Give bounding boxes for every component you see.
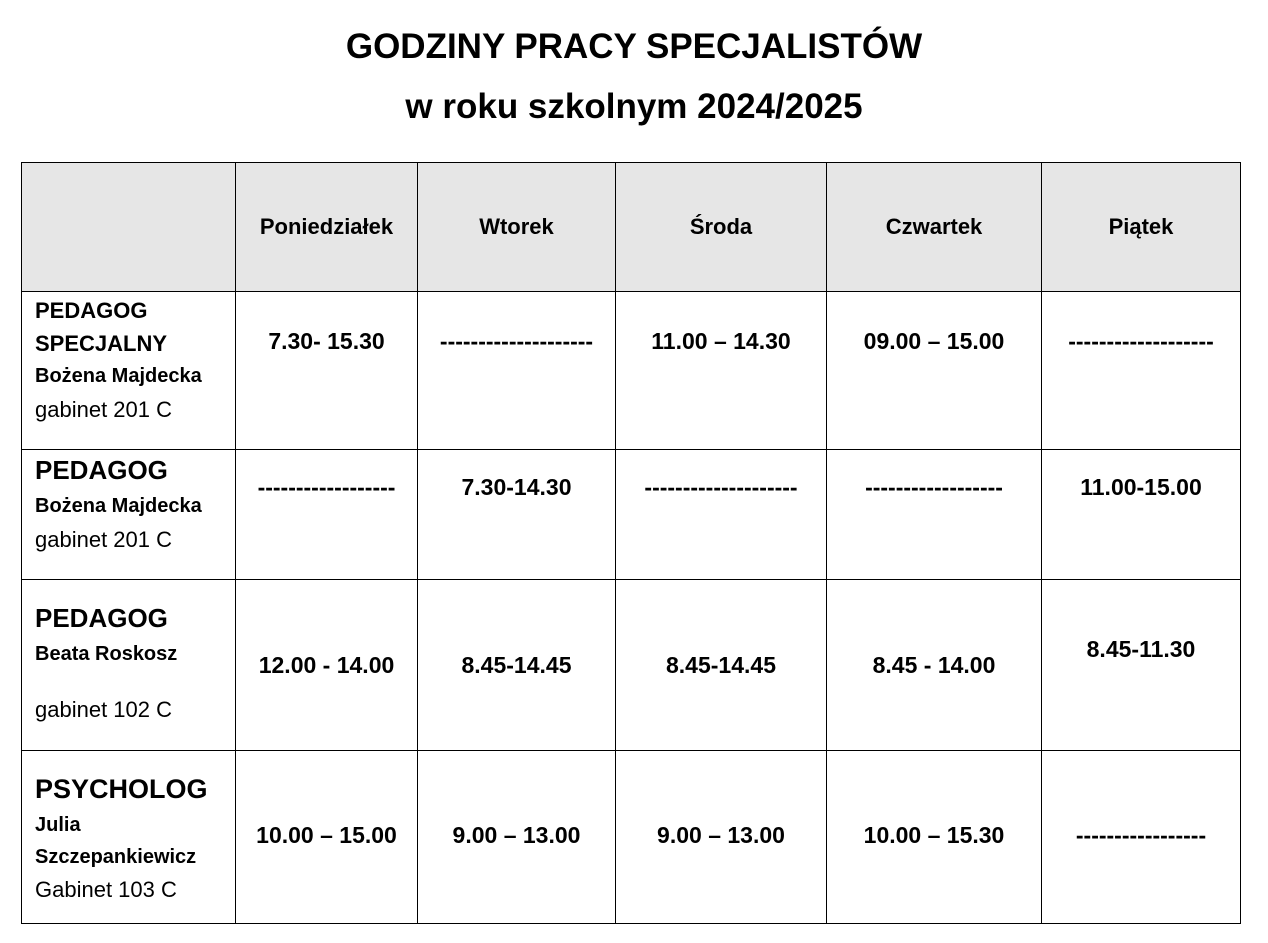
specialist-name: Beata Roskosz [35,643,178,665]
hours-friday: 11.00-15.00 [1042,450,1241,580]
hours-monday: 10.00 – 15.00 [236,751,418,924]
table-row [22,292,1241,450]
hours-thursday: 10.00 – 15.30 [827,751,1042,924]
hours-wednesday: -------------------- [616,450,827,580]
header-thursday: Czwartek [827,163,1042,292]
hours-tuesday: 9.00 – 13.00 [418,751,616,924]
specialist-room: gabinet 201 C [35,397,172,422]
table-header-row [22,163,1241,292]
table-row [22,751,1241,924]
hours-tuesday: -------------------- [418,292,616,450]
page-title: GODZINY PRACY SPECJALISTÓW [345,27,923,66]
specialist-role: PEDAGOG [35,455,168,485]
specialist-room: gabinet 201 C [35,527,172,552]
hours-friday: 8.45-11.30 [1042,580,1241,751]
hours-tuesday: 7.30-14.30 [418,450,616,580]
hours-friday: ------------------- [1042,292,1241,450]
specialist-cell [22,450,236,580]
specialist-name: Julia Szczepankiewicz [35,814,197,868]
schedule-table [21,162,1241,924]
hours-monday: ------------------ [236,450,418,580]
header-corner-cell [22,163,236,292]
hours-monday: 12.00 - 14.00 [236,580,418,751]
hours-wednesday: 11.00 – 14.30 [616,292,827,450]
hours-thursday: 8.45 - 14.00 [827,580,1042,751]
header-wednesday: Środa [616,163,827,292]
header-monday: Poniedziałek [236,163,418,292]
hours-tuesday: 8.45-14.45 [418,580,616,751]
specialist-cell [22,292,236,450]
hours-wednesday: 9.00 – 13.00 [616,751,827,924]
specialist-role: PEDAGOG SPECJALNY [35,298,168,356]
specialist-name: Bożena Majdecka [35,365,202,387]
hours-wednesday: 8.45-14.45 [616,580,827,751]
hours-monday: 7.30- 15.30 [236,292,418,450]
specialist-room: Gabinet 103 C [35,877,177,902]
page-subtitle: w roku szkolnym 2024/2025 [405,87,863,126]
specialist-role: PSYCHOLOG [35,774,208,804]
specialist-name: Bożena Majdecka [35,495,202,517]
table-row [22,450,1241,580]
hours-thursday: ------------------ [827,450,1042,580]
header-tuesday: Wtorek [418,163,616,292]
table-row [22,580,1241,751]
header-friday: Piątek [1042,163,1241,292]
hours-friday: ----------------- [1042,751,1241,924]
specialist-role: PEDAGOG [35,603,168,633]
hours-thursday: 09.00 – 15.00 [827,292,1042,450]
specialist-cell [22,751,236,924]
specialist-room: gabinet 102 C [35,697,172,722]
specialist-cell [22,580,236,751]
